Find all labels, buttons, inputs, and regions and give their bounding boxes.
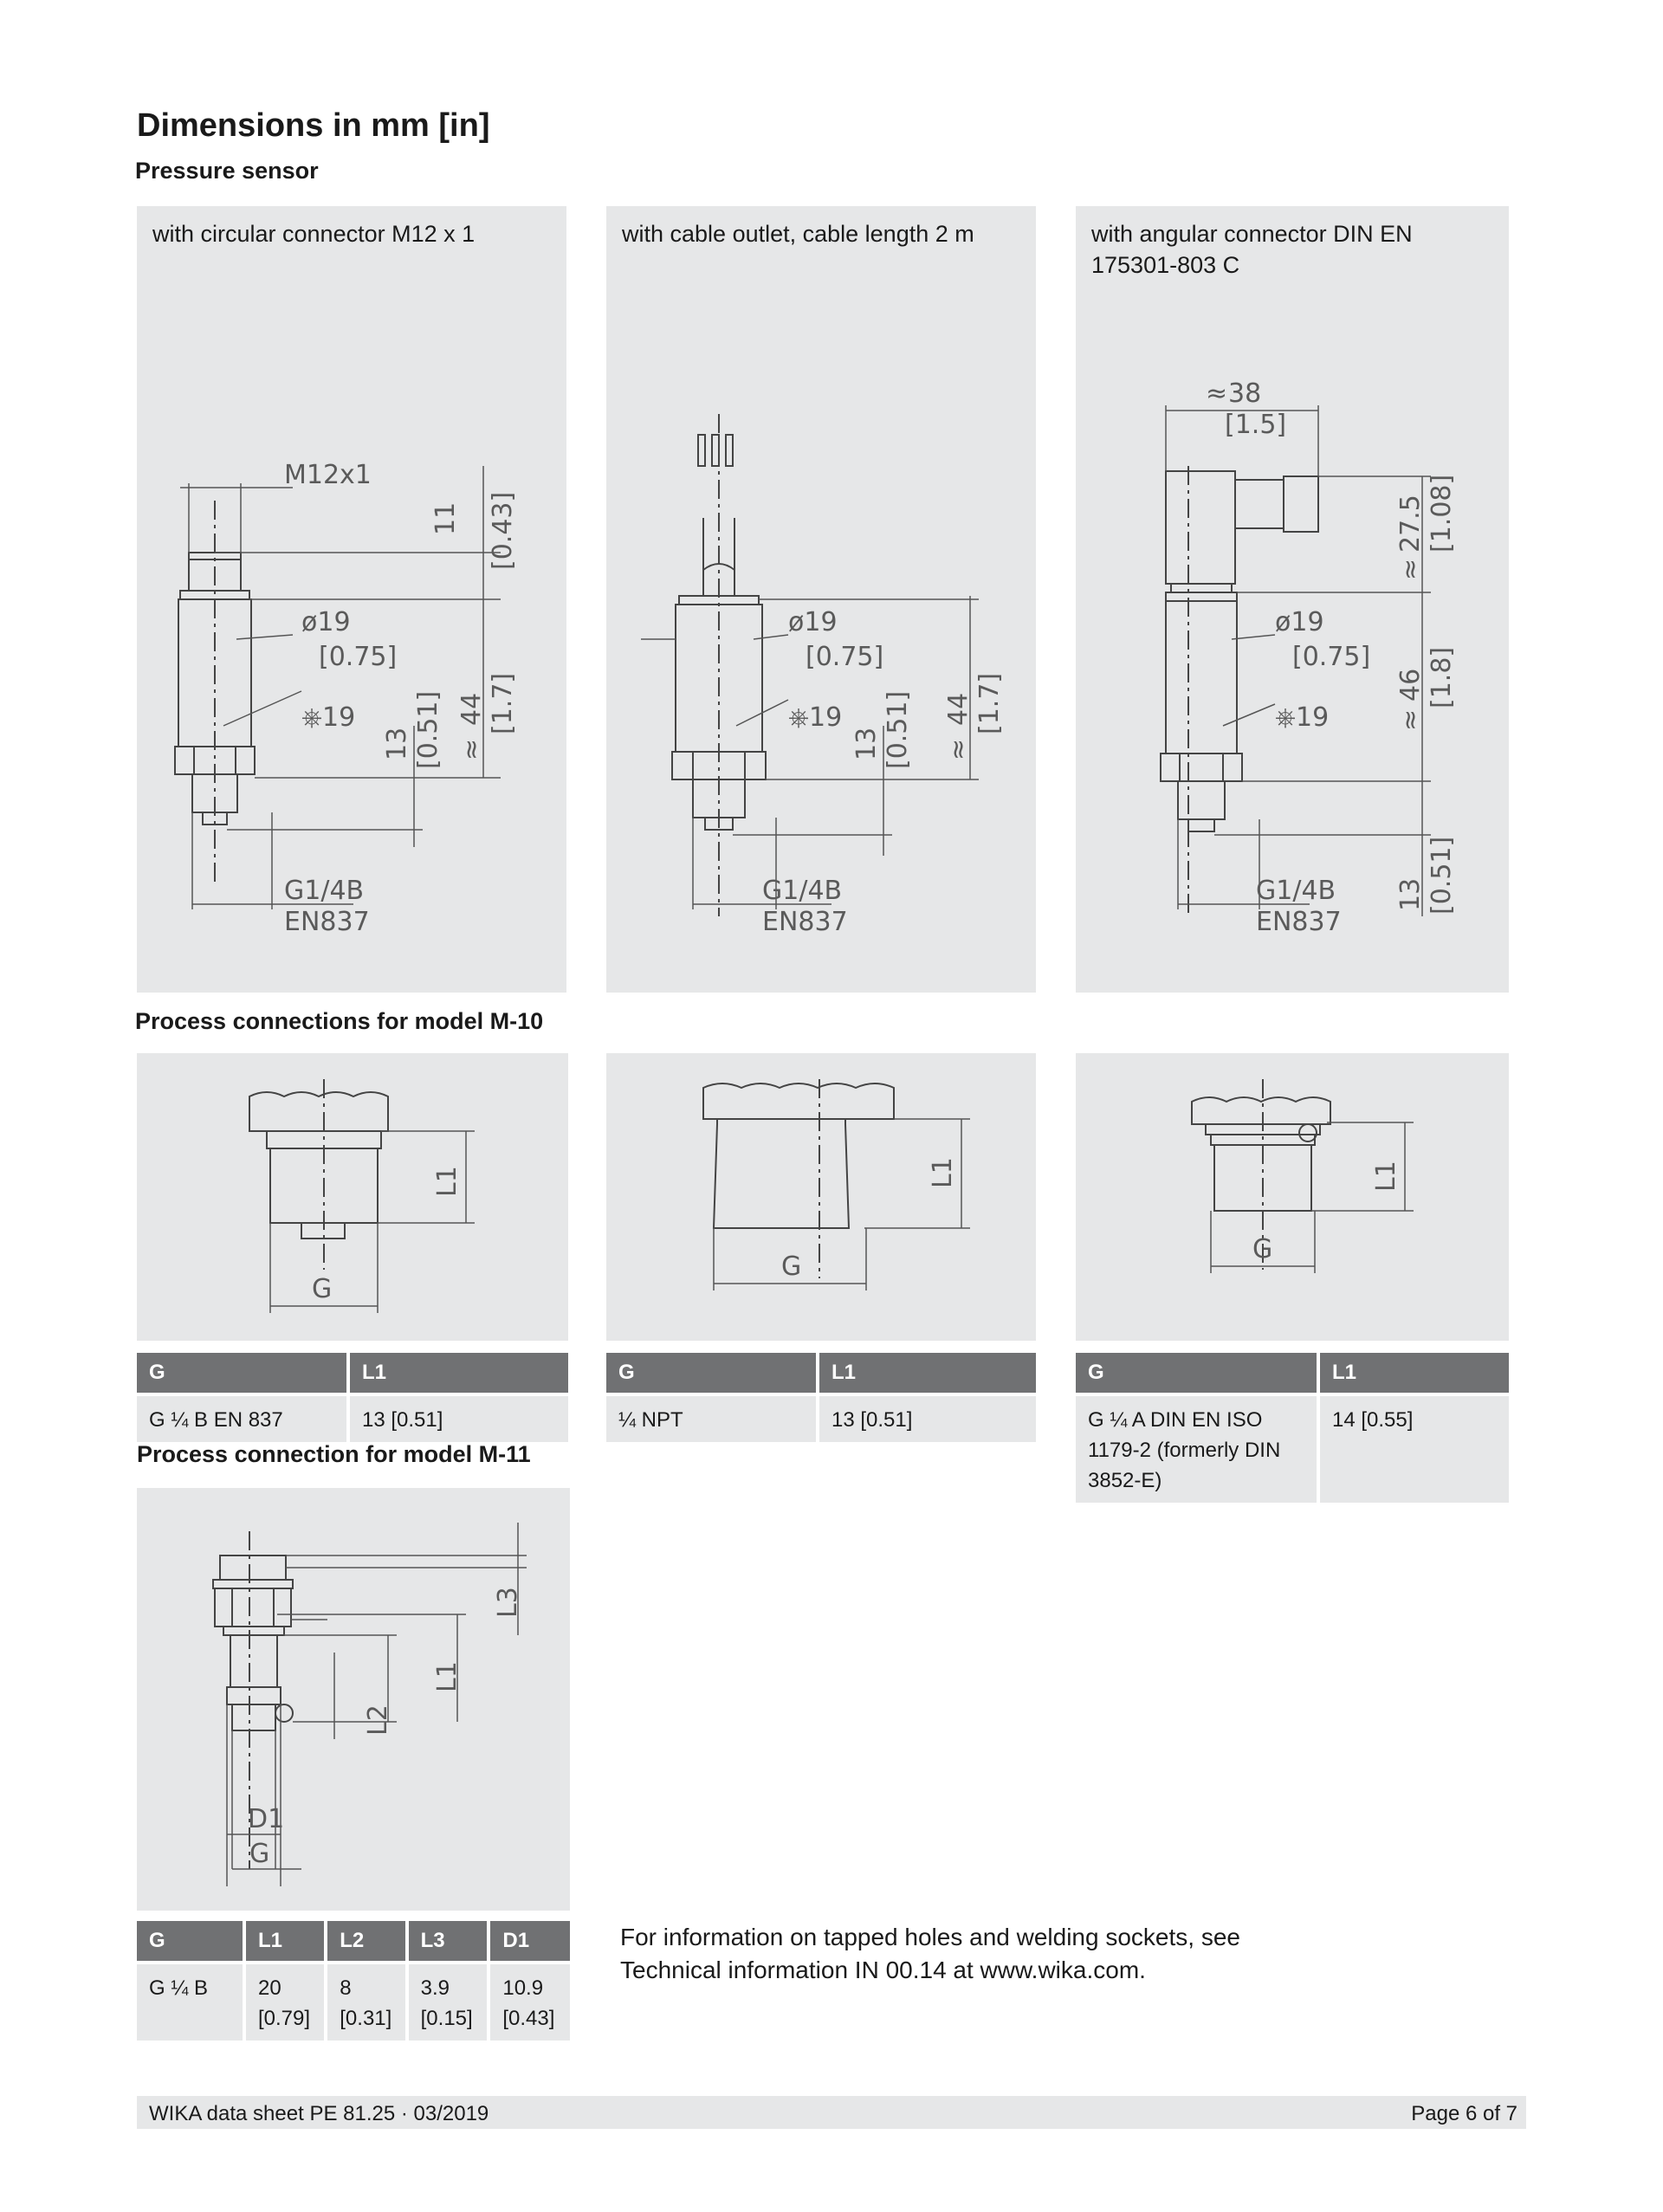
drawing-panel-circular-connector <box>137 206 566 993</box>
table-cell: 14 [0.55] <box>1320 1396 1509 1503</box>
label-l1: L1 <box>1371 1161 1401 1192</box>
panel-caption: with angular connector DIN EN 175301-803 C <box>1091 221 1413 278</box>
page-title: Dimensions in mm [in] <box>137 107 490 144</box>
table-cell: ¼ NPT <box>606 1396 816 1442</box>
label-height-low-in: [0.51] <box>413 690 443 769</box>
column-header: G <box>137 1921 243 1964</box>
panel-caption: with cable outlet, cable length 2 m <box>622 221 974 247</box>
label-height-body: 44 <box>943 692 974 726</box>
column-header: L1 <box>1320 1353 1509 1396</box>
label-hex: ⎈19 <box>788 702 843 733</box>
label-diameter-in: [0.75] <box>806 642 884 672</box>
spec-table-m11 <box>133 1921 573 2041</box>
label-hex: ⎈19 <box>301 702 356 733</box>
label-hex: ⎈19 <box>1275 702 1330 733</box>
label-approx-top: ≈ <box>1395 558 1426 580</box>
footer-document-id: WIKA data sheet PE 81.25 · 03/2019 <box>149 2102 489 2125</box>
label-thread: G1/4B <box>1256 876 1336 906</box>
table-cell: 13 [0.51] <box>350 1396 568 1442</box>
label-height-top: 11 <box>430 501 461 535</box>
column-header: L1 <box>819 1353 1036 1396</box>
label-height-body: 46 <box>1395 668 1426 702</box>
label-approx: ≈ <box>943 738 974 760</box>
drawing-panel-m10-iso1179 <box>1076 1053 1509 1341</box>
label-g: G <box>781 1252 802 1282</box>
column-header: G <box>1076 1353 1317 1396</box>
drawing-panel-m10-npt <box>606 1053 1036 1341</box>
panel-caption: with circular connector M12 x 1 <box>152 221 476 247</box>
label-standard: EN837 <box>762 907 848 937</box>
label-width-in: [1.5] <box>1225 410 1287 440</box>
label-l2: L2 <box>363 1704 393 1736</box>
column-header: G <box>606 1353 816 1396</box>
label-height-top-in: [0.43] <box>488 491 518 570</box>
column-header: G <box>137 1353 346 1396</box>
label-height-body: 44 <box>456 692 487 726</box>
label-connector: M12x1 <box>284 460 372 490</box>
note-tapped-holes: For information on tapped holes and welding sockets, see Technical information IN 00.14 at www.wika.com. <box>620 1924 1240 1983</box>
label-width: 38 <box>1228 378 1262 409</box>
column-header: L1 <box>246 1921 324 1964</box>
label-l3: L3 <box>493 1587 523 1618</box>
connection-drawing-en837 <box>137 1053 568 1341</box>
section-heading-m10: Process connections for model M-10 <box>135 1008 544 1034</box>
label-height-low-in: [0.51] <box>1427 836 1457 915</box>
column-header: L3 <box>409 1921 488 1964</box>
connection-drawing-m11 <box>137 1488 570 1911</box>
label-thread: G1/4B <box>284 876 365 906</box>
label-height-body-in: [1.7] <box>974 672 1005 734</box>
label-g: G <box>1252 1234 1273 1264</box>
sensor-drawing-cable <box>606 206 1036 993</box>
section-heading-m11: Process connection for model M-11 <box>137 1441 531 1467</box>
column-header: L1 <box>350 1353 568 1396</box>
label-height-low-in: [0.51] <box>883 690 913 769</box>
sensor-drawing-angular <box>1076 206 1509 993</box>
label-approx: ≈ <box>456 738 487 760</box>
label-standard: EN837 <box>1256 907 1342 937</box>
table-cell: 20 [0.79] <box>246 1964 324 2041</box>
label-l1: L1 <box>432 1166 463 1197</box>
label-approx-width: ≈ <box>1206 378 1228 409</box>
spec-table-m10-iso1179 <box>1072 1353 1512 1503</box>
column-header: D1 <box>490 1921 570 1964</box>
label-height-low: 13 <box>851 727 882 760</box>
label-height-top-in: [1.08] <box>1427 474 1457 553</box>
label-height-top: 27.5 <box>1395 495 1426 553</box>
table-cell: 13 [0.51] <box>819 1396 1036 1442</box>
table-cell: G ¼ B EN 837 <box>137 1396 346 1442</box>
page-footer <box>137 2096 1526 2129</box>
drawing-panel-m11 <box>137 1488 570 1911</box>
label-standard: EN837 <box>284 907 370 937</box>
connection-drawing-iso1179 <box>1076 1053 1509 1341</box>
column-header: L2 <box>327 1921 404 1964</box>
sensor-drawing-m12 <box>137 206 566 993</box>
table-cell: 8 [0.31] <box>327 1964 404 2041</box>
label-height-low: 13 <box>1395 877 1426 911</box>
spec-table-m10-npt <box>603 1353 1039 1442</box>
label-height-body-in: [1.7] <box>488 672 518 734</box>
drawing-panel-m10-en837 <box>137 1053 568 1341</box>
label-thread: G1/4B <box>762 876 843 906</box>
spec-table-m10-en837 <box>133 1353 572 1442</box>
label-g: G <box>312 1274 333 1304</box>
label-l1: L1 <box>928 1157 958 1188</box>
drawing-panel-cable-outlet <box>606 206 1036 993</box>
label-diameter-in: [0.75] <box>1292 642 1371 672</box>
label-height-body-in: [1.8] <box>1427 646 1457 708</box>
footer-page-number: Page 6 of 7 <box>1411 2102 1517 2125</box>
label-approx-body: ≈ <box>1395 708 1426 731</box>
label-l1: L1 <box>432 1661 463 1692</box>
label-diameter: ø19 <box>1275 607 1324 637</box>
label-d1: D1 <box>248 1804 285 1834</box>
table-cell: 3.9 [0.15] <box>409 1964 488 2041</box>
label-diameter: ø19 <box>788 607 838 637</box>
label-g: G <box>249 1839 270 1869</box>
label-diameter: ø19 <box>301 607 351 637</box>
connection-drawing-npt <box>606 1053 1036 1341</box>
label-diameter-in: [0.75] <box>319 642 398 672</box>
section-heading-pressure-sensor: Pressure sensor <box>135 158 319 184</box>
table-cell: G ¼ A DIN EN ISO 1179-2 (formerly DIN 3852-E) <box>1076 1396 1317 1503</box>
drawing-panel-angular-connector <box>1076 206 1509 993</box>
label-height-low: 13 <box>382 727 412 760</box>
table-cell: 10.9 [0.43] <box>490 1964 570 2041</box>
table-cell: G ¼ B <box>137 1964 243 2041</box>
